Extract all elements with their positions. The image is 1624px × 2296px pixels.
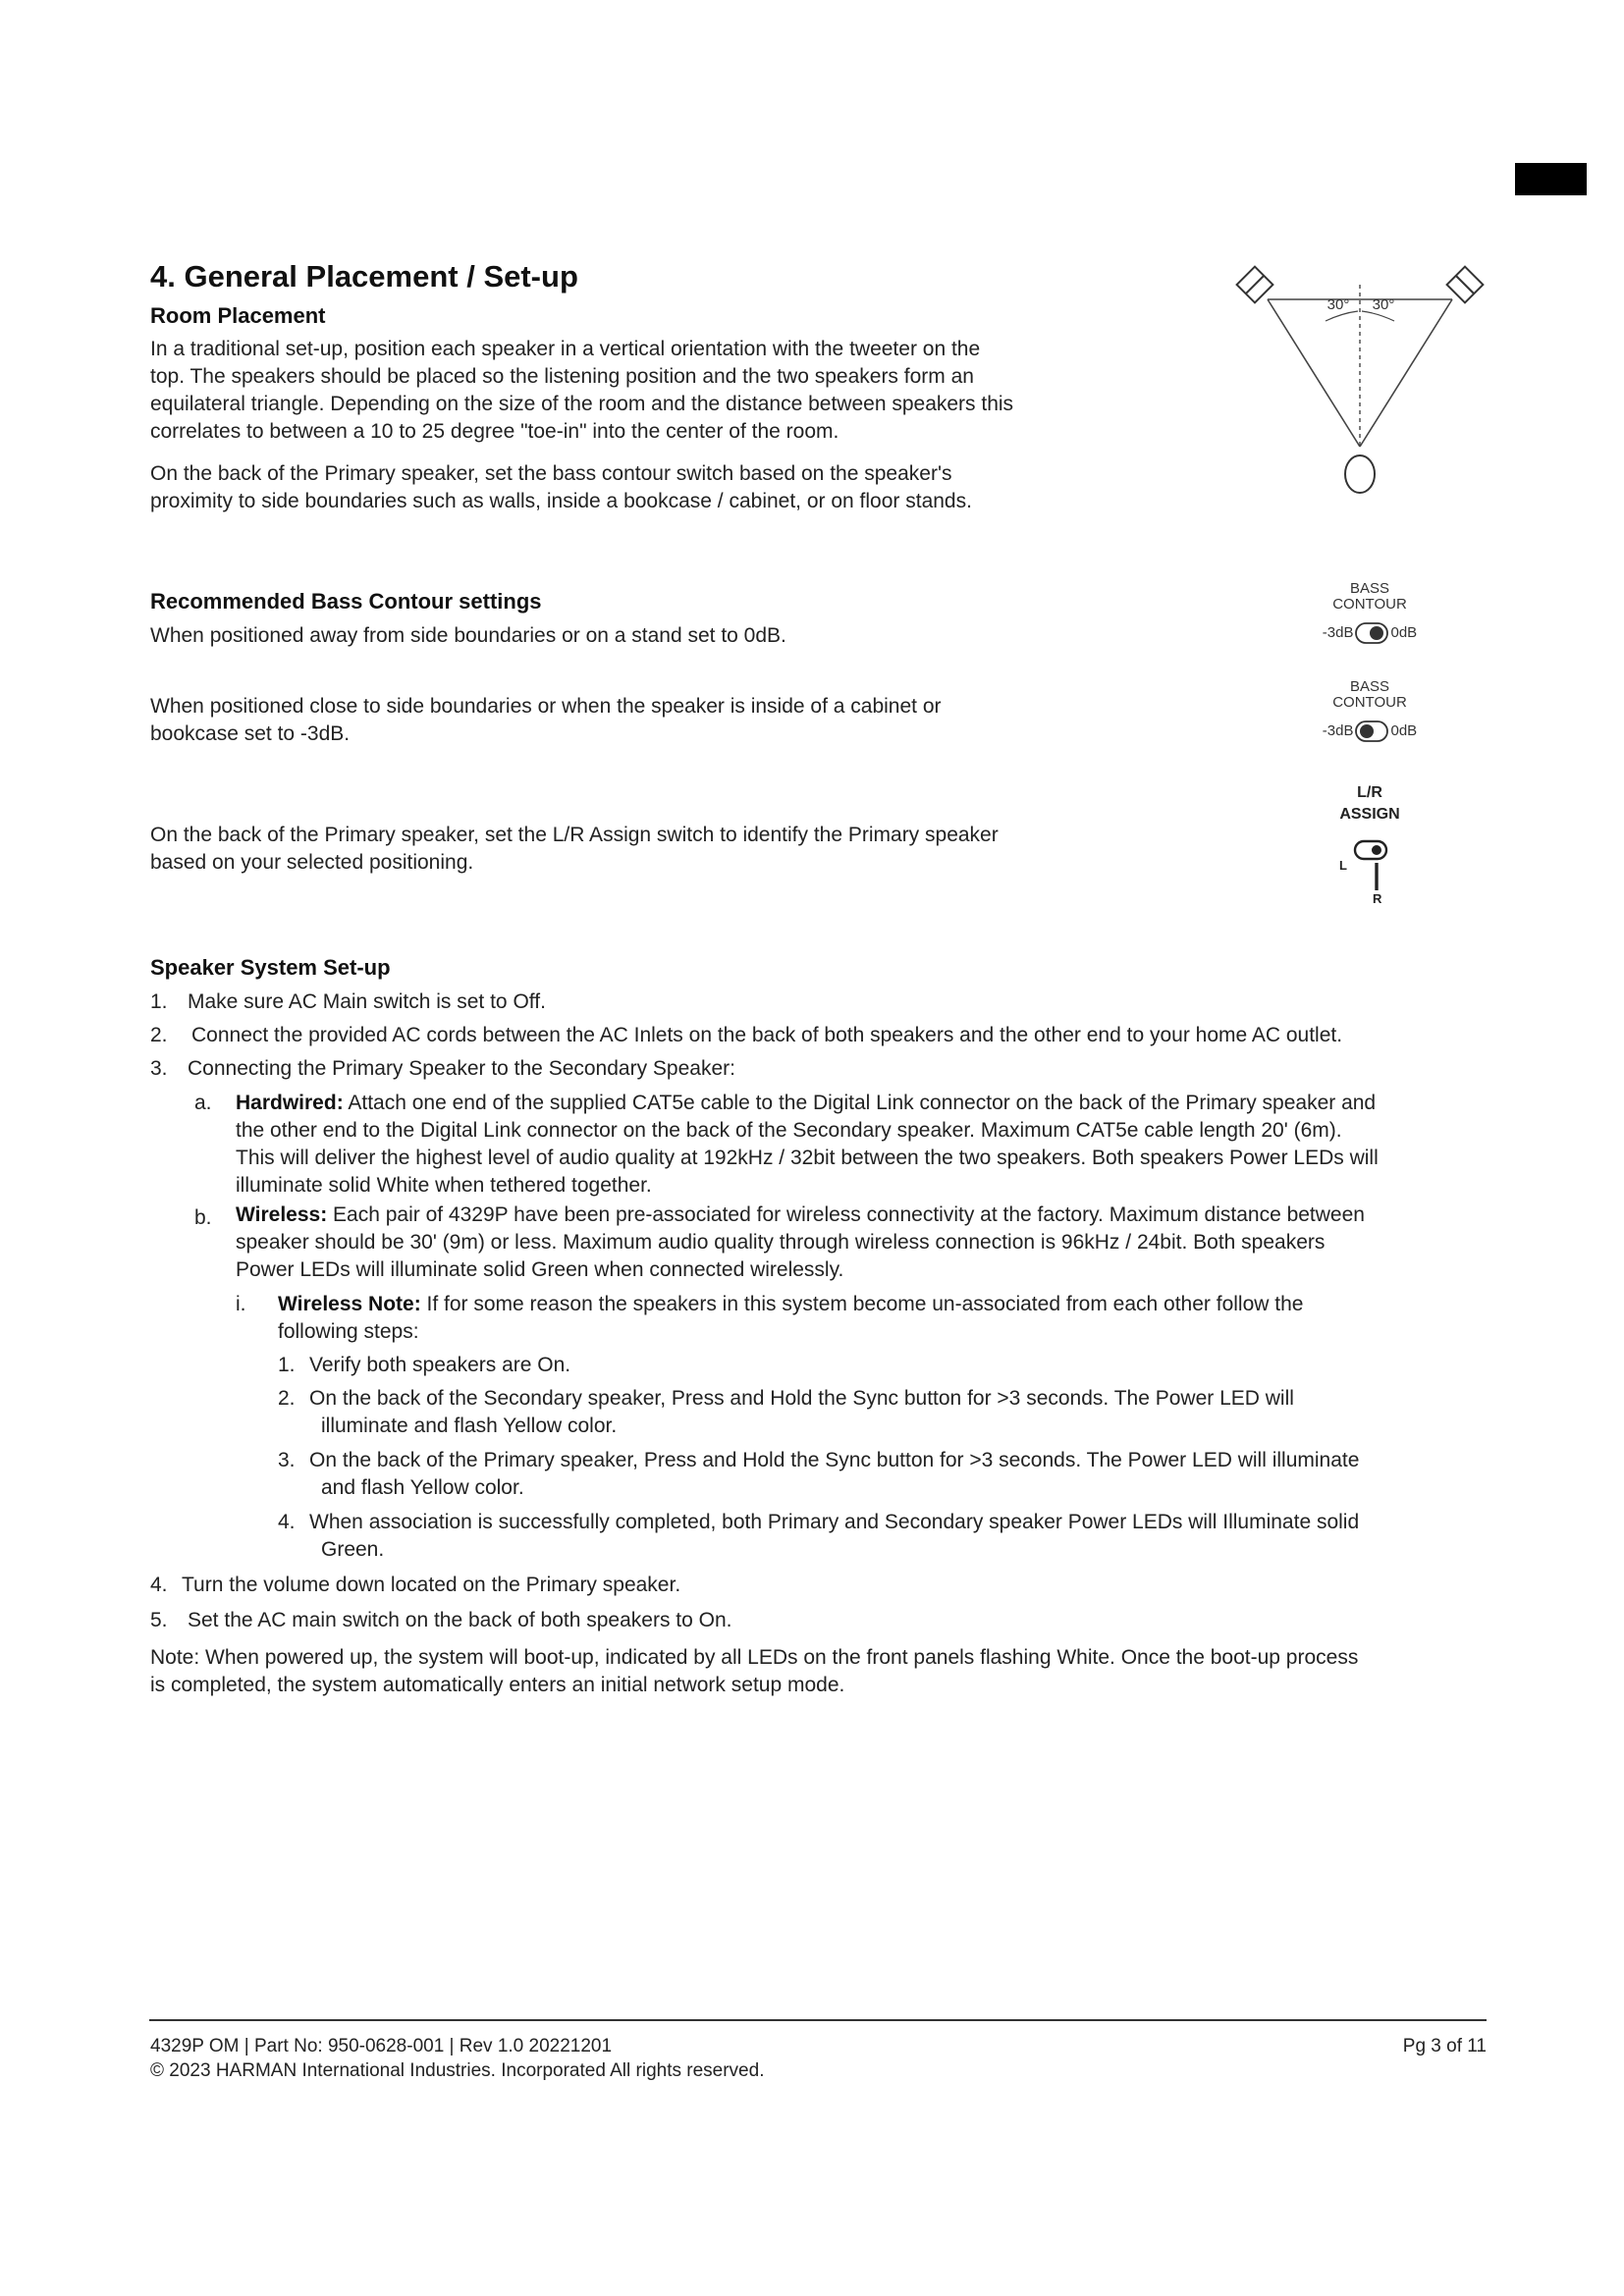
system-setup-heading: Speaker System Set-up — [150, 955, 391, 980]
lr-right-label: R — [1373, 891, 1382, 906]
switch-right-label: 0dB — [1390, 624, 1418, 641]
footer-rule — [149, 2019, 1487, 2021]
boot-up-note: Note: When powered up, the system will boot-up, indicated by all LEDs on the front panels flashing White. Once the boot-up process is completed, the system automatically enters an initial network setup mode. — [150, 1646, 1359, 1696]
wireless-label: Wireless: — [236, 1203, 328, 1226]
room-placement-heading: Room Placement — [150, 303, 326, 328]
corner-tab — [1515, 163, 1587, 195]
room-placement-paragraph-1: In a traditional set-up, position each speaker in a vertical orientation with the tweeter on the top. The speakers should be placed so the listening position and the two speakers form an equilateral triangle. Depending on the size of the room and the distance between speakers this correlates to between a 10 to 25 degree "toe-in" into the center of the room. — [150, 338, 1014, 443]
listener-icon — [1345, 455, 1375, 493]
toggle-switch-minus3db-icon — [1355, 721, 1388, 742]
switch-title-line2: CONTOUR — [1332, 596, 1407, 613]
sync-step-2: 2. On the back of the Secondary speaker, Press and Hold the Sync button for >3 seconds. The Power LED will illuminate and flash Yellow color. — [278, 1387, 1294, 1437]
switch-row — [1296, 721, 1443, 742]
triangle-left-side — [1268, 299, 1360, 447]
right-angle-label: 30° — [1372, 296, 1395, 313]
bass-contour-switch-minus3db-figure — [1296, 679, 1443, 742]
lr-toggle-switch-icon — [1353, 839, 1388, 898]
left-speaker-icon — [1237, 267, 1273, 303]
switch-title-line1: BASS — [1349, 678, 1390, 695]
setup-step-4: 4. Turn the volume down located on the Primary speaker. — [150, 1574, 681, 1596]
wireless-note-marker: i. — [236, 1293, 246, 1315]
switch-title-line1: BASS — [1349, 580, 1390, 597]
switch-row — [1296, 622, 1443, 644]
sync-step-4: 4. When association is successfully completed, both Primary and Secondary speaker Power LEDs will Illuminate solid Green. — [278, 1511, 1360, 1561]
bass-contour-close-text: When positioned close to side boundaries or when the speaker is inside of a cabinet or bookcase set to -3dB. — [150, 695, 942, 745]
footer-doc-info: 4329P OM | Part No: 950-0628-001 | Rev 1.0 20221201 — [150, 2036, 613, 2056]
bass-contour-away-text: When positioned away from side boundaries or on a stand set to 0dB. — [150, 624, 786, 647]
lr-title-line1: L/R — [1357, 784, 1382, 801]
equilateral-placement-diagram — [1232, 260, 1488, 506]
wireless-note-label: Wireless Note: — [278, 1293, 421, 1315]
lr-left-label: L — [1339, 858, 1347, 873]
sync-step-3: 3. On the back of the Primary speaker, Press and Hold the Sync button for >3 seconds. The Power LED will illuminate and flash Yellow color. — [278, 1449, 1360, 1499]
switch-left-label: -3dB — [1322, 624, 1354, 641]
bass-contour-heading: Recommended Bass Contour settings — [150, 589, 542, 614]
bass-contour-switch-0db-figure — [1296, 581, 1443, 644]
switch-left-label: -3dB — [1322, 722, 1354, 739]
lr-assign-switch-figure — [1306, 782, 1434, 912]
wireless-marker: b. — [194, 1206, 212, 1229]
right-speaker-icon — [1447, 267, 1484, 303]
left-angle-label: 30° — [1326, 296, 1350, 313]
hardwired-item: Hardwired: Attach one end of the supplied CAT5e cable to the Digital Link connector on the back of the Primary speaker and the other end to the Digital Link connector on the back of the Secondary speaker. Maximum CAT5e cable length 20' (6m). This will deliver the highest level of audio quality at 192kHz / 32bit between the two speakers. Both speakers Power LEDs will illuminate solid White when tethered together. — [236, 1092, 1379, 1197]
lr-switch-graphic — [1306, 833, 1434, 912]
switch-right-label: 0dB — [1390, 722, 1418, 739]
toggle-switch-0db-icon — [1355, 622, 1388, 644]
lr-title-line2: ASSIGN — [1339, 806, 1400, 823]
wireless-item: Wireless: Each pair of 4329P have been pre-associated for wireless connectivity at the factory. Maximum distance between speaker should be 30' (9m) or less. Maximum audio quality through wireless connection is 96kHz / 24bit. Both speakers Power LEDs will illuminate solid Green when connected wirelessly. — [236, 1203, 1365, 1281]
hardwired-marker: a. — [194, 1092, 212, 1114]
room-placement-paragraph-2: On the back of the Primary speaker, set the bass contour switch based on the speaker's proximity to side boundaries such as walls, inside a bookcase / cabinet, or on floor stands. — [150, 462, 972, 512]
section-title: 4. General Placement / Set-up — [150, 259, 578, 294]
footer-copyright: © 2023 HARMAN International Industries. Incorporated All rights reserved. — [150, 2060, 765, 2081]
footer-page-number: Pg 3 of 11 — [1402, 2036, 1487, 2056]
setup-step-5: 5. Set the AC main switch on the back of both speakers to On. — [150, 1609, 732, 1631]
lr-assign-text: On the back of the Primary speaker, set the L/R Assign switch to identify the Primary speaker based on your selected positioning. — [150, 824, 999, 874]
hardwired-label: Hardwired: — [236, 1092, 344, 1114]
switch-title-line2: CONTOUR — [1332, 694, 1407, 711]
sync-step-1: 1. Verify both speakers are On. — [278, 1354, 571, 1376]
triangle-right-side — [1360, 299, 1452, 447]
wireless-note-item: Wireless Note: If for some reason the speakers in this system become un-associated from each other follow the following steps: — [278, 1293, 1304, 1343]
